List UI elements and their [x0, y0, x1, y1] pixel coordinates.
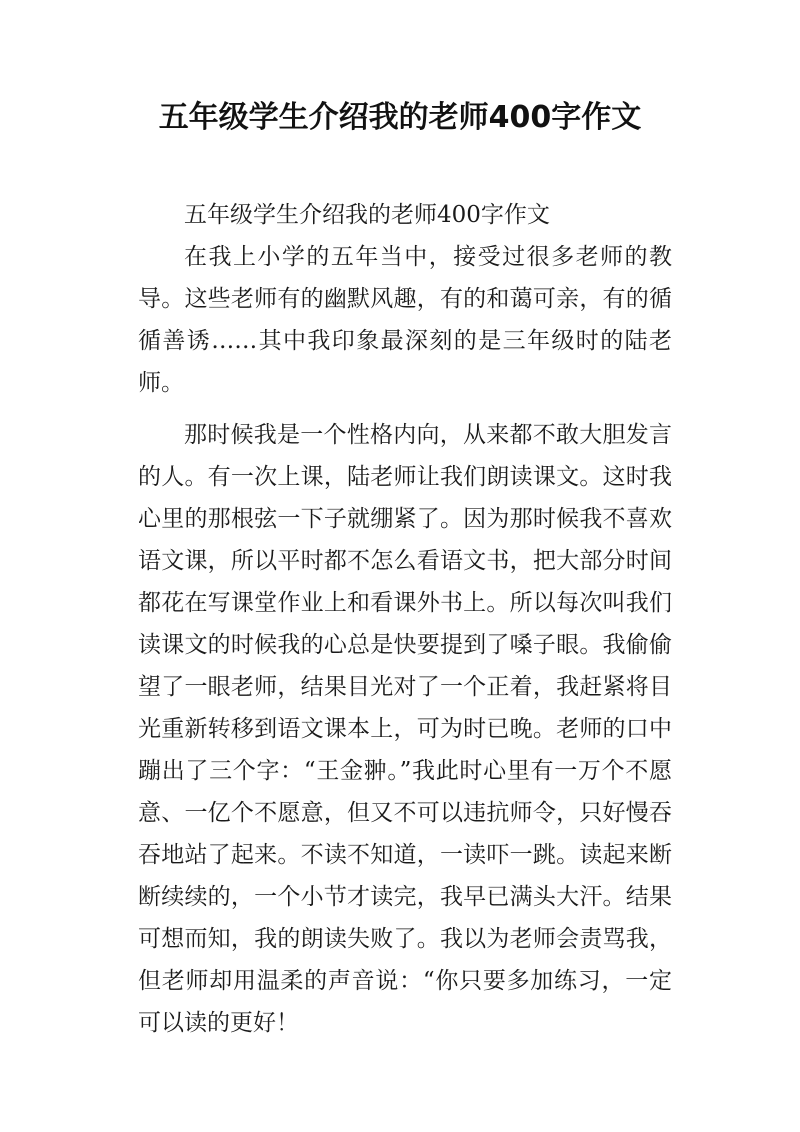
page-title: 五年级学生介绍我的老师400字作文 — [158, 100, 642, 135]
paragraph-intro: 在我上小学的五年当中，接受过很多老师的教导。这些老师有的幽默风趣，有的和蔼可亲，有的循循善诱……其中我印象最深刻的是三年级时的陆老师。 — [138, 244, 672, 396]
paragraph-subtitle: 五年级学生介绍我的老师400字作文 — [184, 202, 550, 228]
paragraph-story: 那时候我是一个性格内向，从来都不敢大胆发言的人。有一次上课，陆老师让我们朗读课文。这时我心里的那根弦一下子就绷紧了。因为那时候我不喜欢语文课，所以平时都不怎么看语文书，把大部分时间都花在写课堂作业上和看课外书上。所以每次叫我们读课文的时候我的心总是快要提到了嗓子眼。我偷偷望了一眼老师，结果目光对了一个正着，我赶紧将目光重新转移到语文课本上，可为时已晚。老师的口中蹦出了三个字：“王金翀。”我此时心里有一万个不愿意、一亿个不愿意，但又不可以违抗师令，只好慢吞吞地站了起来。不读不知道，一读吓一跳。读起来断断续续的，一个小节才读完，我早已满头大汗。结果可想而知，我的朗读失败了。我以为老师会责骂我，但老师却用温柔的声音说：“你只要多加练习，一定可以读的更好！ — [138, 422, 672, 1036]
article-body — [138, 194, 672, 1044]
